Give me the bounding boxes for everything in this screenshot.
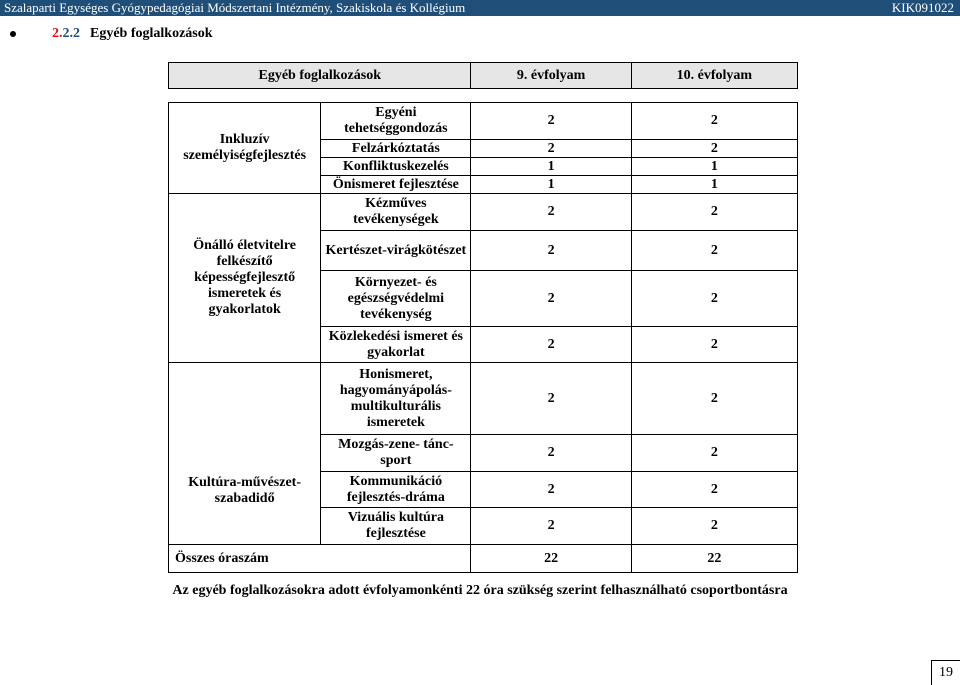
subject-cell: Felzárkóztatás [321, 140, 471, 158]
section-heading [10, 26, 213, 42]
grade9-cell: 2 [471, 327, 631, 363]
subject-cell: Vizuális kultúra fejlesztése [321, 508, 471, 545]
bullet-icon [10, 31, 16, 37]
total-grade9: 22 [471, 545, 631, 573]
grade9-cell: 2 [471, 231, 631, 271]
table-header-row [169, 63, 798, 89]
subject-cell: Önismeret fejlesztése [321, 176, 471, 194]
grade9-cell: 2 [471, 472, 631, 508]
header-grade-10: 10. évfolyam [631, 63, 797, 89]
grade10-cell: 2 [631, 194, 797, 231]
activities-table [168, 62, 798, 573]
subject-cell: Konfliktuskezelés [321, 158, 471, 176]
grade10-cell: 2 [631, 140, 797, 158]
page-number: 19 [931, 660, 960, 685]
table-row [169, 363, 798, 435]
header-grade-9: 9. évfolyam [471, 63, 631, 89]
section-number-part-b: 2.2 [62, 26, 80, 41]
grade9-cell: 1 [471, 176, 631, 194]
grade9-cell: 2 [471, 363, 631, 435]
document-code: KIK091022 [891, 0, 954, 15]
table-row [169, 103, 798, 140]
grade10-cell: 2 [631, 435, 797, 472]
total-row [169, 545, 798, 573]
grade9-cell: 2 [471, 435, 631, 472]
area-independent-living: Önálló életvitelre felkészítő képességfejlesztő ismeretek és gyakorlatok [169, 194, 321, 363]
subject-cell: Kommunikáció fejlesztés-dráma [321, 472, 471, 508]
grade9-cell: 2 [471, 194, 631, 231]
page-header [0, 0, 960, 16]
grade10-cell: 1 [631, 158, 797, 176]
grade10-cell: 2 [631, 231, 797, 271]
subject-cell: Honismeret, hagyományápolás-multikulturális ismeretek [321, 363, 471, 435]
table-row [169, 194, 798, 231]
total-label: Összes óraszám [169, 545, 471, 573]
area-culture-arts-leisure: Kultúra-művészet-szabadidő [169, 363, 321, 545]
subject-cell: Kézműves tevékenységek [321, 194, 471, 231]
grade9-cell: 2 [471, 271, 631, 327]
institution-name: Szalaparti Egységes Gyógypedagógiai Módszertani Intézmény, Szakiskola és Kollégium [4, 0, 466, 15]
grade10-cell: 1 [631, 176, 797, 194]
grade10-cell: 2 [631, 472, 797, 508]
grade9-cell: 2 [471, 103, 631, 140]
spacer-row [169, 89, 798, 103]
grade10-cell: 2 [631, 363, 797, 435]
grade9-cell: 1 [471, 158, 631, 176]
grade10-cell: 2 [631, 271, 797, 327]
grade10-cell: 2 [631, 327, 797, 363]
footnote: Az egyéb foglalkozásokra adott évfolyamonkénti 22 óra szükség szerint felhasználható csoportbontásra [172, 583, 788, 598]
grade10-cell: 2 [631, 508, 797, 545]
section-number-part-a: 2. [52, 26, 63, 41]
section-title: Egyéb foglalkozások [90, 26, 213, 41]
subject-cell: Egyéni tehetséggondozás [321, 103, 471, 140]
subject-cell: Környezet- és egészségvédelmi tevékenység [321, 271, 471, 327]
grade9-cell: 2 [471, 140, 631, 158]
subject-cell: Kertészet-virágkötészet [321, 231, 471, 271]
total-grade10: 22 [631, 545, 797, 573]
area-inclusive: Inkluzív személyiségfejlesztés [169, 103, 321, 194]
subject-cell: Mozgás-zene- tánc-sport [321, 435, 471, 472]
header-activities: Egyéb foglalkozások [169, 63, 471, 89]
subject-cell: Közlekedési ismeret és gyakorlat [321, 327, 471, 363]
grade10-cell: 2 [631, 103, 797, 140]
grade9-cell: 2 [471, 508, 631, 545]
